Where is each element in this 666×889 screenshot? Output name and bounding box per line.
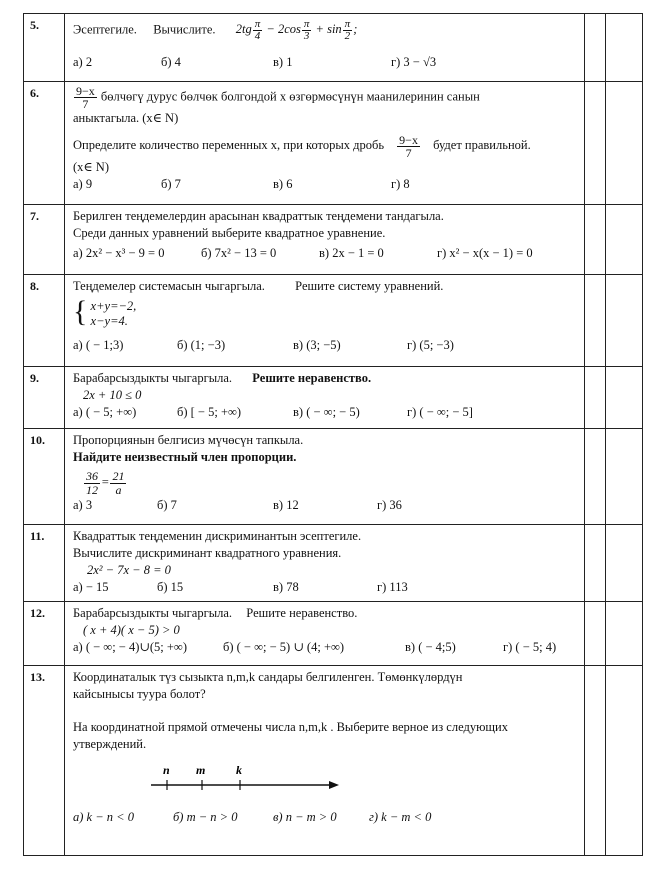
question-number: 6. <box>24 82 65 205</box>
question-row-13 <box>24 666 643 856</box>
question-row-7 <box>24 205 643 275</box>
question-number: 10. <box>24 429 65 525</box>
text-ru-1: На координатной прямой отмечены числа n,m,k . Выберите верное из следующих <box>73 720 508 734</box>
text-ru-1: Определите количество переменных х, при которых дробь <box>73 138 385 152</box>
points-cell <box>606 666 643 856</box>
fraction: $\frac{9-x}{7}$ <box>76 84 95 111</box>
answer-options <box>73 579 578 596</box>
option-c[interactable]: в) 78 <box>273 580 299 594</box>
option-a[interactable]: а) k − n < 0 <box>73 810 134 824</box>
points-cell <box>606 82 643 205</box>
question-row-5 <box>24 14 643 82</box>
question-body <box>65 205 585 275</box>
question-number: 8. <box>24 275 65 367</box>
question-row-10 <box>24 429 643 525</box>
option-d[interactable]: г) 36 <box>377 497 402 512</box>
option-b[interactable]: б) (1; −3) <box>177 338 226 352</box>
question-body <box>65 666 585 856</box>
answer-options <box>73 176 578 193</box>
option-a[interactable]: а) 2x² − x³ − 9 = 0 <box>73 246 165 260</box>
option-d[interactable]: г) 113 <box>377 580 408 594</box>
fraction: $\frac{9-x}{7}$ <box>399 132 418 160</box>
option-d[interactable]: г) 3 − √3 <box>391 55 437 69</box>
answer-cell <box>585 525 606 602</box>
text-kg-1: бөлчөгү дурус бөлчөк болгондой х өзгөрмөсүнүн маанилеринин санын <box>100 89 480 104</box>
test-questions-table <box>23 13 643 856</box>
question-number: 11. <box>24 525 65 602</box>
option-c[interactable]: в) ( − 4;5) <box>405 640 456 654</box>
text-ru: Среди данных уравнений выберите квадратное уравнение. <box>73 226 386 240</box>
option-a[interactable]: а) ( − 5; +∞) <box>73 405 137 419</box>
label-n: n <box>163 763 170 777</box>
text-ru: Решите неравенство. <box>246 606 358 620</box>
text-ru-2: будет правильной. <box>433 138 531 152</box>
option-a[interactable]: а) ( − ∞; − 4)∪(5; +∞) <box>73 640 188 654</box>
math-expression: 2x² − 7x − 8 = 0 <box>87 563 171 577</box>
points-cell <box>606 602 643 666</box>
question-body <box>65 14 585 82</box>
option-a[interactable]: а) 2 <box>73 55 93 69</box>
question-number: 13. <box>24 666 65 856</box>
question-number: 5. <box>24 14 65 82</box>
text-kg: Теңдемелер системасын чыгаргыла. <box>73 279 265 293</box>
math-expression: 2tg $\frac{\pi}{4}$ − 2cos $\frac{\pi}{3}$ + sin $\frac{\pi}{2}$ ; <box>235 18 358 42</box>
math-expression: ( x + 4)( x − 5) > 0 <box>83 623 180 637</box>
text-kg-2: кайсынысы туура болот? <box>73 687 206 701</box>
points-cell <box>606 275 643 367</box>
question-body <box>65 367 585 429</box>
points-cell <box>606 525 643 602</box>
label-k: k <box>236 763 242 777</box>
answer-options <box>73 497 578 514</box>
option-b[interactable]: б) [ − 5; +∞) <box>177 405 242 419</box>
question-number: 12. <box>24 602 65 666</box>
question-row-9 <box>24 367 643 429</box>
text-kg: Пропорциянын белгисиз мүчөсүн тапкыла. <box>73 433 304 447</box>
answer-cell <box>585 367 606 429</box>
question-body <box>65 275 585 367</box>
option-d[interactable]: г) k − m < 0 <box>369 810 432 824</box>
text-ru: Решите неравенство. <box>252 371 372 385</box>
question-row-11 <box>24 525 643 602</box>
text-ru: Решите систему уравнений. <box>295 279 444 293</box>
option-c[interactable]: в) 1 <box>273 55 293 69</box>
question-body <box>65 525 585 602</box>
answer-cell <box>585 666 606 856</box>
text-kg: Берилген теңдемелердин арасынан квадраттык теңдемени тандагыла. <box>73 209 444 223</box>
number-line-figure <box>143 759 343 799</box>
question-row-8 <box>24 275 643 367</box>
answer-cell <box>585 429 606 525</box>
answer-options <box>73 245 578 262</box>
proportion: $\frac{36}{12}$ = $\frac{21}{a}$ <box>86 468 125 497</box>
brace-glyph: { <box>73 295 88 328</box>
question-row-12 <box>24 602 643 666</box>
option-c[interactable]: в) 6 <box>273 176 293 191</box>
option-b[interactable]: б) 7x² − 13 = 0 <box>201 246 277 260</box>
option-c[interactable]: в) 12 <box>273 497 299 512</box>
option-b[interactable]: б) 7 <box>157 497 177 512</box>
text-kg: Квадраттык теңдеменин дискриминантын эсептегиле. <box>73 529 362 543</box>
answer-options <box>73 54 578 71</box>
text-kg: Барабарсыздыкты чыгаргыла. <box>73 371 233 385</box>
axis-arrow <box>329 781 339 789</box>
option-c[interactable]: в) ( − ∞; − 5) <box>293 405 360 419</box>
option-c[interactable]: в) 2x − 1 = 0 <box>319 246 384 260</box>
question-number: 9. <box>24 367 65 429</box>
system-eq-1: x+y=−2, <box>90 299 137 313</box>
question-body <box>65 429 585 525</box>
number-line <box>73 759 578 803</box>
option-b[interactable]: б) 4 <box>161 55 181 69</box>
points-cell <box>606 367 643 429</box>
text-ru-2: утверждений. <box>73 737 147 751</box>
option-a[interactable]: а) 9 <box>73 176 93 191</box>
option-b[interactable]: б) m − n > 0 <box>173 810 238 824</box>
system-eq-2: x−y=4. <box>90 314 128 328</box>
answer-cell <box>585 275 606 367</box>
math-expression: 2x + 10 ≤ 0 <box>83 388 142 402</box>
label-m: m <box>196 763 206 777</box>
option-a[interactable]: а) 3 <box>73 497 93 512</box>
option-d[interactable]: г) x² − x(x − 1) = 0 <box>437 246 533 260</box>
option-d[interactable]: г) ( − ∞; − 5] <box>407 405 473 419</box>
option-a[interactable]: а) − 15 <box>73 580 109 594</box>
prompt-kg: Эсептегиле. <box>73 22 137 37</box>
text-ru: Вычислите дискриминант квадратного уравнения. <box>73 546 342 560</box>
answer-cell <box>585 14 606 82</box>
option-a[interactable]: а) ( − 1;3) <box>73 338 124 352</box>
points-cell <box>606 205 643 275</box>
option-b[interactable]: б) 15 <box>157 580 184 594</box>
option-d[interactable]: г) ( − 5; 4) <box>503 640 557 654</box>
option-c[interactable]: в) n − m > 0 <box>273 810 337 824</box>
text-kg: Барабарсыздыкты чыгаргыла. <box>73 606 233 620</box>
prompt-ru: Вычислите. <box>153 22 216 37</box>
points-cell <box>606 14 643 82</box>
option-b[interactable]: б) 7 <box>161 176 181 191</box>
question-row-6 <box>24 82 643 205</box>
text-ru-3: (x∈ N) <box>73 159 109 174</box>
answer-cell <box>585 205 606 275</box>
option-d[interactable]: г) (5; −3) <box>407 338 454 352</box>
text-kg-1: Координаталык түз сызыкта n,m,k сандары белгиленген. Төмөнкүлөрдүн <box>73 670 463 684</box>
answer-options <box>73 639 578 656</box>
answer-cell <box>585 602 606 666</box>
answer-options <box>73 809 578 826</box>
equation-system <box>73 297 578 331</box>
question-body <box>65 82 585 205</box>
answer-cell <box>585 82 606 205</box>
option-b[interactable]: б) ( − ∞; − 5) ∪ (4; +∞) <box>223 640 345 654</box>
points-cell <box>606 429 643 525</box>
text-kg-2: аныктагыла. (x∈ N) <box>73 111 179 125</box>
answer-options <box>73 404 578 421</box>
option-d[interactable]: г) 8 <box>391 176 410 191</box>
answer-options <box>73 337 578 354</box>
option-c[interactable]: в) (3; −5) <box>293 338 341 352</box>
question-body <box>65 602 585 666</box>
text-ru: Найдите неизвестный член пропорции. <box>73 450 297 464</box>
question-number: 7. <box>24 205 65 275</box>
